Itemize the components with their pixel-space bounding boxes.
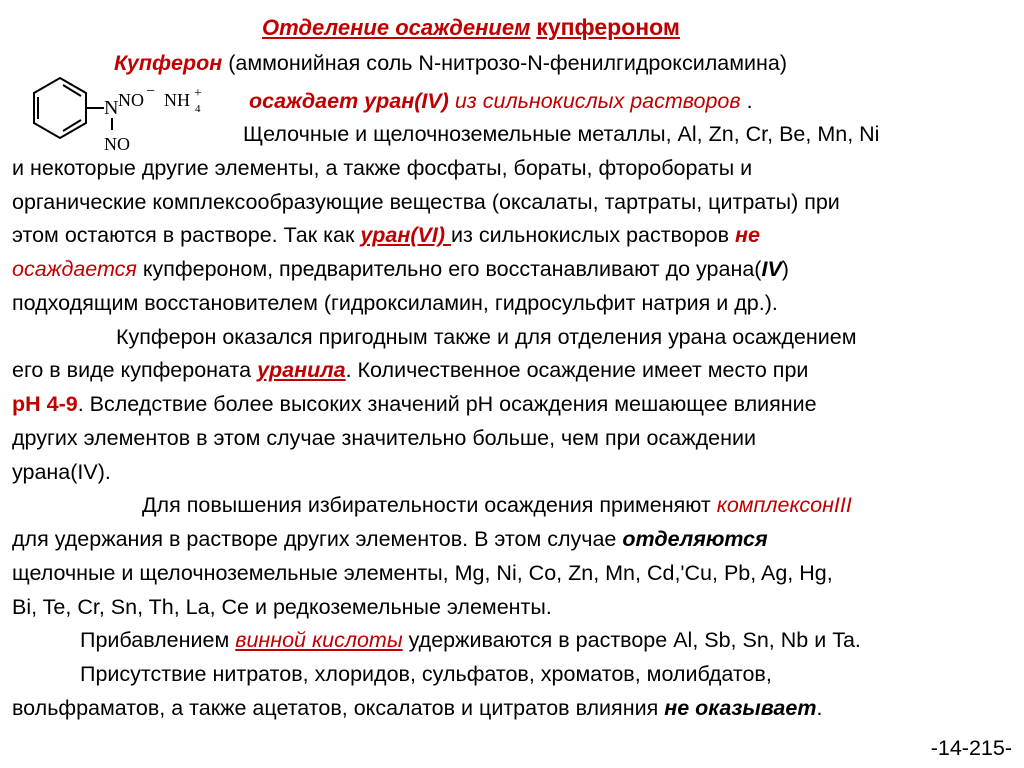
p1-a-rest: (аммонийная соль N-нитрозо-N-фенилгидроксиламина) [222,51,787,75]
nh-label: NH [164,90,190,110]
p4-c: удерживаются в растворе Al, Sb, Sn, Nb и Ta. [402,628,861,652]
title-part2: купфероном [536,14,680,40]
page-title [262,12,680,43]
p3-line2-a: для удержания в растворе других элементов. В этом случае [12,527,623,551]
uranium-vi: уран(VI) [360,223,451,247]
tartaric-acid-term: винной кислоты [235,628,403,652]
p1-line5: органические комплексообразующие вещества (оксалаты, тартраты, цитраты) при [12,190,840,214]
p1-line6-a: этом остаются в растворе. Так как [12,223,361,247]
title-part1: Отделение осаждением [262,15,531,40]
p5-line2 [12,693,822,723]
p5-line1: Присутствие нитратов, хлоридов, сульфатов, хроматов, молибдатов, [80,662,772,686]
p4-line1 [80,625,861,655]
p5-line2-a: вольфраматов, а также ацетатов, оксалатов и цитратов влияния [12,696,665,720]
p2-line3-b: . Вследствие более высоких значений pH осаждения мешающее влияние [77,392,817,416]
p2-line3 [12,389,817,419]
p1-line1 [114,48,787,78]
p3-line2 [12,524,768,554]
p3-line1 [142,490,852,520]
iv-term: IV [761,257,782,281]
ph-range: pH 4-9 [12,392,78,416]
page-number: -14-215- [930,736,1012,760]
p3-line1-a: Для повышения избирательности осаждения применяют [142,493,717,517]
p1-line4: и некоторые другие элементы, а также фосфаты, бораты, фторобораты и [12,156,753,180]
p2-line2 [12,355,808,385]
p5-line2-c: . [816,696,823,720]
p2-line4: других элементов в этом случае значительно больше, чем при осаждении [12,426,756,450]
p1-line8: подходящим восстановителем (гидроксиламин, гидросульфит натрия и др.). [12,291,778,315]
p1-line2-end: . [740,89,753,113]
cupferron-term: Купферон [114,51,223,75]
precipitated-term: осаждается [12,257,137,281]
p2-line2-a: его в виде купфероната [12,358,258,382]
p1-line7 [12,254,789,284]
no-effect-term: не оказывает [664,696,817,720]
p1-line2 [249,86,753,116]
cupferron-structure-image [18,66,218,166]
no-label: NO [104,134,130,154]
p1-line6 [12,220,760,250]
p2-line2-c: . Количественное осаждение имеет место при [345,358,809,382]
uranyl-term: уранила [257,358,346,382]
p1-line3: Щелочные и щелочноземельные металлы, Al, Zn, Cr, Be, Mn, Ni [243,122,880,146]
minus-label: − [146,83,156,100]
p2-line1: Купферон оказался пригодным также и для отделения урана осаждением [116,325,857,349]
plus-label: + [194,86,202,101]
p3-line4: Bi, Te, Cr, Sn, Th, La, Ce и редкоземельные элементы. [12,595,552,619]
strong-acid-solutions: из сильнокислых растворов [448,89,741,113]
precipitates-uranium-iv: осаждает уран(IV) [249,89,449,113]
p1-line7-b: купфероном, предварительно его восстанавливают до урана( [136,257,762,281]
sub4-label: 4 [195,103,201,115]
not-term: не [735,223,760,247]
nitrogen-atom: N [104,97,119,119]
no-minus-label: NO [118,90,144,110]
p4-a: Прибавлением [80,628,236,652]
p1-line6-c: из сильнокислых растворов [450,223,736,247]
complexon-term: комплексонIII [716,493,852,517]
p2-line5: урана(IV). [12,460,111,484]
p1-line7-d: ) [781,257,789,281]
separated-term: отделяются [622,527,768,551]
p3-line3: щелочные и щелочноземельные элементы, Mg, Ni, Co, Zn, Mn, Cd,'Cu, Pb, Ag, Hg, [12,561,833,585]
